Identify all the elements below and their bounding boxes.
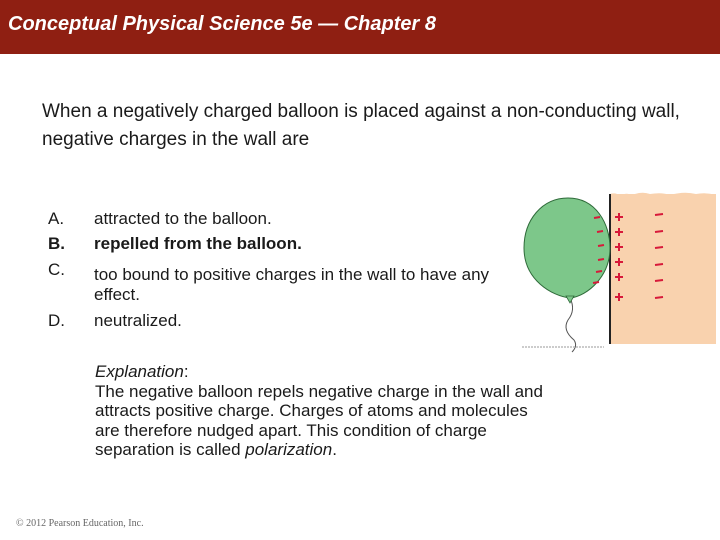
balloon-knot — [566, 296, 574, 303]
choice-b-text: repelled from the balloon. — [94, 234, 302, 253]
explanation-label: Explanation — [95, 362, 184, 381]
explanation-block — [95, 362, 545, 460]
explanation-label-colon: : — [183, 362, 189, 381]
choice-a-letter: A. — [48, 209, 65, 228]
choice-c-text: too bound to positive charges in the wall to have any effect. — [94, 265, 490, 304]
choice-d-text: neutralized. — [94, 311, 182, 330]
choice-b-letter: B. — [48, 234, 65, 253]
explanation-term: polarization — [245, 440, 333, 459]
balloon-string — [566, 298, 576, 352]
slide-header — [0, 0, 720, 54]
balloon-wall-figure — [518, 190, 718, 355]
explanation-term-period: . — [332, 440, 337, 459]
explanation-body: The negative balloon repels negative charge in the wall and attracts positive charge. Charges of atoms and molecules are therefore nudged apart. This condition of charge separation is called — [95, 381, 543, 459]
slide-title: Conceptual Physical Science 5e — Chapter 8 — [8, 13, 436, 35]
choice-a-text: attracted to the balloon. — [94, 209, 272, 228]
choice-c-letter: C. — [48, 260, 65, 279]
choice-d-letter: D. — [48, 311, 65, 330]
copyright-footer: © 2012 Pearson Education, Inc. — [16, 518, 144, 529]
question-text: When a negatively charged balloon is placed against a non-conducting wall, negative charges in the wall are — [42, 101, 680, 150]
wall-edge — [610, 193, 716, 344]
